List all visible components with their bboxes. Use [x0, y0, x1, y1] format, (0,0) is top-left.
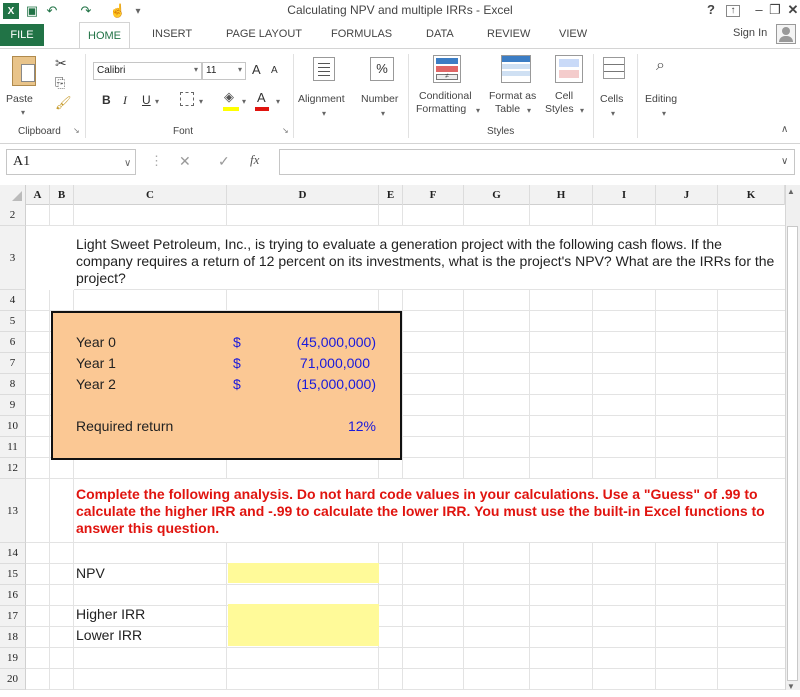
column-header-h[interactable]: H [530, 185, 593, 205]
required-return-value[interactable]: 12% [347, 418, 376, 434]
alignment-icon[interactable] [313, 57, 335, 81]
sign-in-link[interactable]: Sign In [733, 27, 768, 39]
row-header-15[interactable]: 15 [0, 564, 26, 585]
higher-irr-label[interactable]: Higher IRR [76, 606, 146, 622]
tab-formulas[interactable]: FORMULAS [331, 28, 393, 40]
format-painter-icon[interactable]: 🖌 [55, 95, 72, 110]
percent-icon[interactable]: % [370, 57, 394, 81]
tab-view[interactable]: VIEW [559, 28, 588, 40]
row-header-4[interactable]: 4 [0, 290, 26, 311]
borders-dropdown-icon[interactable]: ▾ [199, 97, 204, 106]
fill-color-swatch [223, 107, 239, 111]
row-header-17[interactable]: 17 [0, 606, 26, 627]
binoculars-icon[interactable]: ⌕ [656, 57, 665, 74]
scrollbar-thumb[interactable] [787, 226, 798, 681]
row-header-19[interactable]: 19 [0, 648, 26, 669]
problem-statement: Light Sweet Petroleum, Inc., is trying to evaluate a generation project with the following cash flows. If the company requires a return of 12 percent on its investments, what is the project's NPV? What are the IRRs for the project? [76, 236, 775, 286]
redo-icon[interactable]: ↷ [80, 3, 92, 18]
column-header-e[interactable]: E [379, 185, 403, 205]
scroll-up-icon[interactable]: ▲ [787, 187, 795, 196]
format-as-table-label-1[interactable]: Format as [489, 90, 537, 102]
row-header-18[interactable]: 18 [0, 627, 26, 648]
name-box[interactable] [6, 149, 136, 175]
row-header-8[interactable]: 8 [0, 374, 26, 395]
ribbon-display-icon[interactable]: ↑ [726, 5, 740, 17]
name-box-dropdown-icon[interactable]: ∨ [124, 158, 132, 169]
paste-dropdown-icon[interactable]: ▾ [21, 108, 26, 117]
gridline [26, 689, 785, 690]
gridline [26, 584, 785, 585]
insert-function-button[interactable]: fx [250, 152, 260, 167]
italic-button[interactable]: I [123, 93, 127, 107]
format-as-table-dropdown-icon[interactable]: ▾ [527, 106, 532, 115]
alignment-button[interactable]: Alignment [298, 93, 345, 105]
row-header-3[interactable]: 3 [0, 226, 26, 290]
gridline [26, 289, 785, 290]
tab-file[interactable]: FILE [0, 24, 44, 46]
problem-cell-bg [26, 226, 74, 290]
column-header-g[interactable]: G [464, 185, 530, 205]
font-color-dropdown-icon[interactable]: ▾ [276, 97, 281, 106]
tab-insert[interactable]: INSERT [152, 28, 193, 40]
shrink-font-button[interactable]: A [271, 65, 278, 76]
editing-button[interactable]: Editing [645, 93, 678, 105]
year-0-label[interactable]: Year 0 [76, 334, 116, 350]
save-icon[interactable]: ▣ [25, 3, 39, 18]
drag-handle-icon[interactable]: ⋮ [150, 153, 163, 168]
confirm-entry-icon[interactable]: ✓ [218, 153, 230, 169]
underline-dropdown-icon[interactable]: ▾ [155, 97, 160, 106]
scroll-down-icon[interactable]: ▼ [787, 682, 795, 691]
lower-irr-label[interactable]: Lower IRR [76, 627, 143, 643]
undo-icon[interactable]: ↶ [46, 3, 58, 18]
conditional-formatting-label-2[interactable]: Formatting [416, 103, 467, 115]
tab-review[interactable]: REVIEW [487, 28, 531, 40]
clipboard-group-label: Clipboard [18, 126, 61, 137]
bold-button[interactable]: B [102, 93, 111, 107]
restore-icon[interactable]: ❐ [769, 2, 781, 17]
conditional-formatting-label-1[interactable]: Conditional [419, 90, 472, 102]
gridline [26, 563, 785, 564]
cell-styles-dropdown-icon[interactable]: ▾ [580, 106, 585, 115]
alignment-dropdown-icon[interactable]: ▾ [322, 109, 327, 118]
font-name-combo[interactable] [93, 62, 202, 80]
npv-input-cell[interactable] [228, 563, 379, 583]
year-0-currency: $ [233, 334, 241, 350]
collapse-ribbon-icon[interactable]: ∧ [781, 124, 789, 135]
paste-button[interactable]: Paste [6, 93, 33, 105]
chevron-down-icon: ▾ [237, 65, 242, 74]
cancel-entry-icon[interactable]: ✕ [179, 153, 191, 169]
clipboard-launcher-icon[interactable]: ↘ [73, 126, 80, 135]
year-1-currency: $ [233, 355, 241, 371]
window-title: Calculating NPV and multiple IRRs - Excel [287, 3, 513, 17]
column-header-i[interactable]: I [593, 185, 656, 205]
select-all-button[interactable] [0, 185, 26, 205]
cell-styles-label-2[interactable]: Styles [545, 103, 574, 115]
group-divider [293, 54, 294, 138]
cut-icon[interactable]: ✂ [55, 55, 67, 71]
row-header-20[interactable]: 20 [0, 669, 26, 690]
font-color-button[interactable]: A [257, 90, 266, 105]
touch-mode-icon[interactable]: ☝ [109, 3, 127, 18]
gridline [26, 668, 785, 669]
cell-styles-icon[interactable] [555, 55, 583, 83]
column-header-d[interactable]: D [227, 185, 379, 205]
formula-input[interactable] [279, 149, 795, 175]
fill-color-dropdown-icon[interactable]: ▾ [242, 97, 247, 106]
cells-dropdown-icon[interactable]: ▾ [611, 109, 616, 118]
number-button[interactable]: Number [361, 93, 399, 105]
copy-icon[interactable]: ⎘ [55, 75, 66, 90]
name-box-value: A1 [13, 154, 31, 169]
tab-page-layout[interactable]: PAGE LAYOUT [226, 28, 303, 40]
format-as-table-label-2[interactable]: Table [495, 103, 521, 115]
excel-logo-icon: X [3, 3, 19, 19]
conditional-formatting-icon[interactable]: ≠ [433, 55, 461, 83]
group-divider [408, 54, 409, 138]
expand-formula-bar-icon[interactable]: ∨ [781, 156, 789, 167]
group-divider [85, 54, 86, 138]
column-header-a[interactable]: A [26, 185, 50, 205]
close-icon[interactable]: ✕ [787, 2, 799, 17]
column-header-j[interactable]: J [656, 185, 718, 205]
irr-input-cells[interactable] [228, 604, 379, 646]
font-group-label: Font [173, 126, 194, 137]
chevron-down-icon: ▾ [193, 65, 198, 74]
font-color-swatch [255, 107, 269, 111]
group-divider [593, 54, 594, 138]
tab-home[interactable]: HOME [79, 22, 130, 49]
format-as-table-icon[interactable] [501, 55, 531, 83]
font-size-combo[interactable] [202, 62, 246, 80]
column-header-f[interactable]: F [403, 185, 464, 205]
minimize-icon[interactable]: – [755, 2, 763, 17]
borders-icon[interactable] [180, 92, 194, 106]
font-name-value: Calibri [97, 65, 126, 76]
help-icon[interactable]: ? [707, 2, 715, 17]
cells-icon[interactable] [603, 57, 625, 79]
cells-button[interactable]: Cells [600, 93, 624, 105]
underline-button[interactable]: U [142, 93, 151, 107]
instructions-text: Complete the following analysis. Do not hard code values in your calculations. Use a "Guess" of .99 to calculate the higher IRR and -.99 to calculate the lower IRR. You must use the built-in Excel functions to answer this question. [76, 486, 765, 536]
row-header-11[interactable]: 11 [0, 437, 26, 458]
row-header-5[interactable]: 5 [0, 311, 26, 332]
column-header-b[interactable]: B [50, 185, 74, 205]
paste-icon[interactable] [12, 56, 36, 86]
npv-label[interactable]: NPV [76, 565, 105, 581]
column-header-k[interactable]: K [718, 185, 785, 205]
number-dropdown-icon[interactable]: ▾ [381, 109, 386, 118]
row-header-7[interactable]: 7 [0, 353, 26, 374]
gridline [26, 647, 785, 648]
year-0-amount[interactable]: (45,000,000) [296, 334, 376, 350]
row-header-2[interactable]: 2 [0, 205, 26, 226]
customize-qat-icon[interactable]: ▾ [135, 5, 141, 17]
conditional-formatting-dropdown-icon[interactable]: ▾ [476, 106, 481, 115]
year-2-currency: $ [233, 376, 241, 392]
row-header-16[interactable]: 16 [0, 585, 26, 606]
fill-color-icon[interactable]: ◈ [224, 89, 234, 104]
year-1-amount[interactable]: 71,000,000 [299, 355, 370, 371]
cell-styles-label-1[interactable]: Cell [555, 90, 574, 102]
year-1-label[interactable]: Year 1 [76, 355, 116, 371]
row-header-14[interactable]: 14 [0, 543, 26, 564]
row-header-9[interactable]: 9 [0, 395, 26, 416]
editing-dropdown-icon[interactable]: ▾ [662, 109, 667, 118]
font-launcher-icon[interactable]: ↘ [282, 126, 289, 135]
styles-group-label: Styles [487, 126, 515, 137]
column-header-c[interactable]: C [74, 185, 227, 205]
group-divider [637, 54, 638, 138]
row-header-10[interactable]: 10 [0, 416, 26, 437]
required-return-label[interactable]: Required return [76, 418, 174, 434]
year-2-amount[interactable]: (15,000,000) [296, 376, 376, 392]
row-header-6[interactable]: 6 [0, 332, 26, 353]
tab-data[interactable]: DATA [426, 28, 454, 40]
row-header-13[interactable]: 13 [0, 479, 26, 543]
font-size-value: 11 [206, 65, 217, 76]
row-header-12[interactable]: 12 [0, 458, 26, 479]
gridline [26, 542, 785, 543]
user-avatar-icon[interactable] [776, 24, 796, 44]
grow-font-button[interactable]: A [252, 62, 261, 77]
year-2-label[interactable]: Year 2 [76, 376, 116, 392]
